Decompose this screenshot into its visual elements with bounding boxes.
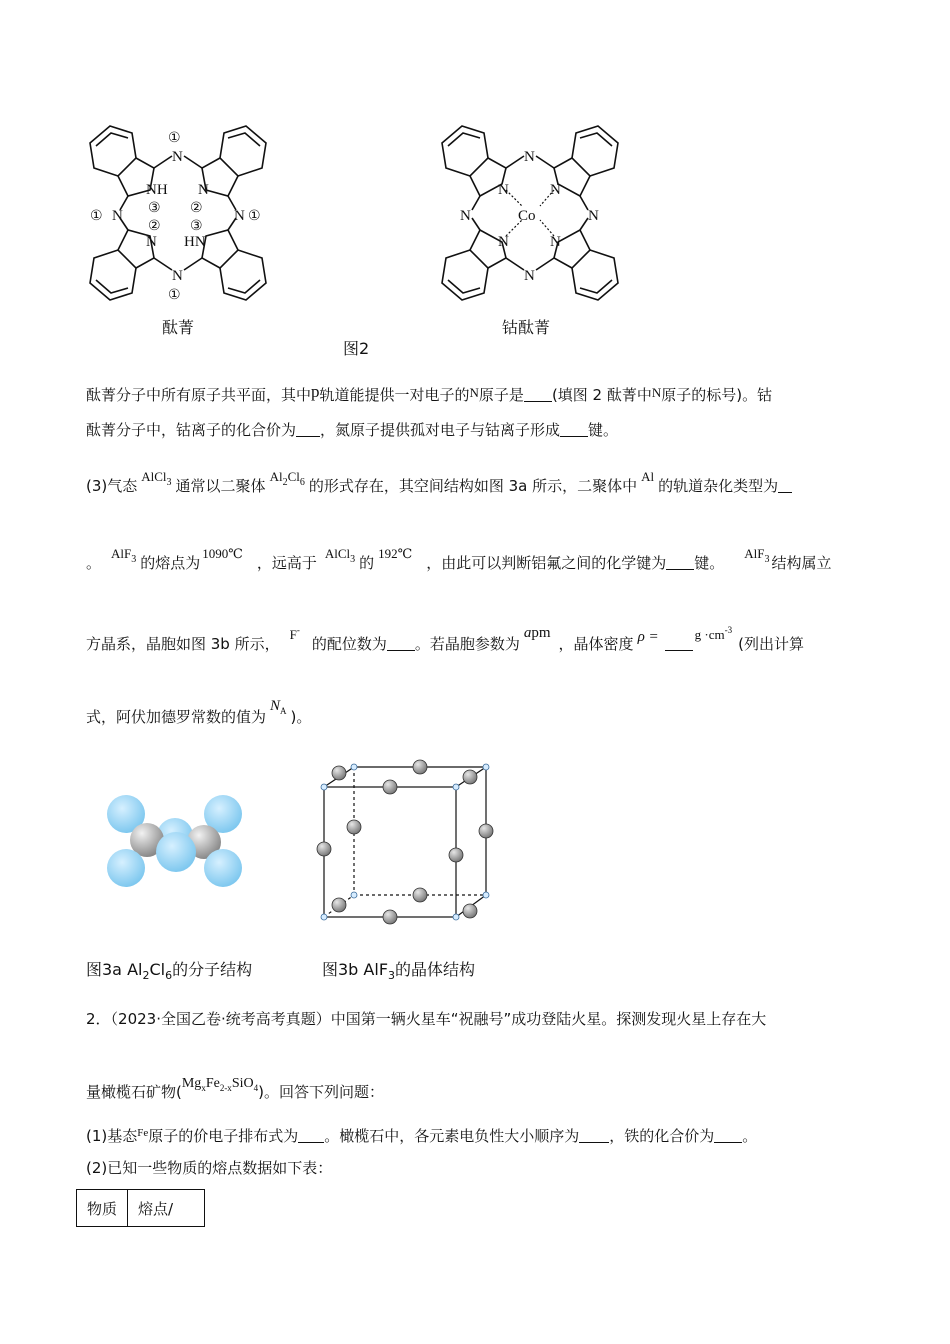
phthalocyanine-label: 酞菁 bbox=[162, 318, 195, 337]
atom-n-inner-tr: N bbox=[198, 182, 209, 198]
co-atom-n-top: N bbox=[524, 149, 535, 165]
answer-blank[interactable] bbox=[560, 420, 588, 437]
answer-blank[interactable] bbox=[778, 476, 792, 493]
answer-blank[interactable] bbox=[665, 634, 693, 651]
co-atom-n-inner-tr: N bbox=[550, 182, 561, 198]
q2-sub2: (2)已知一些物质的熔点数据如下表： bbox=[86, 1159, 333, 1177]
answer-blank[interactable] bbox=[666, 553, 694, 570]
atom-n-inner-bl: N bbox=[146, 234, 157, 250]
atom-n-top: N bbox=[172, 149, 183, 165]
answer-blank[interactable] bbox=[579, 1126, 609, 1143]
cobalt-phthalocyanine-structure bbox=[432, 118, 632, 308]
atom-nh: NH bbox=[146, 182, 168, 198]
co-atom-n-inner-tl: N bbox=[498, 182, 509, 198]
figure2-caption: 图2 bbox=[343, 339, 370, 358]
answer-blank[interactable] bbox=[296, 420, 320, 437]
q3-line3: 方晶系，晶胞如图 3b 所示，F-的配位数为 。若晶胞参数为apm，晶体密度 $\rho = g \cdot cm^{-3}$(列出计算 bbox=[86, 625, 804, 653]
co-atom-n-left: N bbox=[460, 208, 471, 224]
phthalocyanine-structure bbox=[80, 118, 280, 308]
co-atom-n-inner-br: N bbox=[550, 234, 561, 250]
figure3a-caption: 图3a $Al_2Cl_6$的分子结构 bbox=[86, 960, 253, 982]
alf3-unit-cell bbox=[312, 755, 502, 930]
answer-blank[interactable] bbox=[714, 1126, 742, 1143]
q2-sub1: (1)基态$^{Fe}$原子的价电子排布式为 。橄榄石中，各元素电负性大小顺序为 ，铁的化合价为 。 bbox=[86, 1127, 758, 1145]
atom-n-right: N bbox=[234, 208, 245, 224]
al2cl6-molecule-model bbox=[100, 790, 250, 895]
q2-line1: 2．（2023·全国乙卷·统考高考真题）中国第一辆火星车“祝融号”成功登陆火星。探测发现火星上存在大 bbox=[86, 1010, 767, 1028]
marker-one-left: ① bbox=[90, 208, 103, 224]
co-atom-n-inner-bl: N bbox=[498, 234, 509, 250]
q3-line2: 。AlF$_3$ 的熔点为1090℃，远高于AlCl$_3$ 的192℃，由此可以判断铝氟之间的化学键为 键。AlF$_3$ 结构属立 bbox=[86, 546, 832, 572]
atom-n-left: N bbox=[112, 208, 123, 224]
answer-blank[interactable] bbox=[387, 634, 415, 651]
atom-hn: HN bbox=[184, 234, 206, 250]
q3-line1: (3)气态AlCl$_3$ 通常以二聚体$Al_2Cl_6$ 的形式存在，其空间结构如图 3a 所示，二聚体中Al的轨道杂化类型为 bbox=[86, 467, 792, 496]
table-header-melting-point: 熔点/ bbox=[128, 1190, 205, 1227]
atom-n-bottom: N bbox=[172, 268, 183, 284]
co-atom-n-bottom: N bbox=[524, 268, 535, 284]
q2-line2: 量橄榄石矿物$(Mg_xFe_{2-x}SiO_4)$。回答下列问题： bbox=[86, 1076, 384, 1101]
marker-three-bottom: ③ bbox=[190, 218, 203, 234]
cobalt-phthalocyanine-label: 钴酞菁 bbox=[502, 318, 551, 337]
marker-two-top: ② bbox=[190, 200, 203, 216]
marker-one-right: ① bbox=[248, 208, 261, 224]
answer-blank[interactable] bbox=[298, 1126, 324, 1143]
q3-line4: 式，阿伏加德罗常数的值为$N_A$ )。 bbox=[86, 698, 312, 726]
co-atom-cobalt: Co bbox=[518, 208, 536, 224]
table-header-substance: 物质 bbox=[77, 1190, 128, 1227]
marker-one-bottom: ① bbox=[168, 287, 181, 303]
para1-line1: 酞菁分子中所有原子共平面，其中p轨道能提供一对电子的N原子是 (填图 2 酞菁中N原子的标号)。钴 bbox=[86, 382, 773, 404]
marker-two-bottom: ② bbox=[148, 218, 161, 234]
melting-point-table bbox=[76, 1189, 205, 1227]
table-row bbox=[77, 1190, 205, 1227]
marker-three-top: ③ bbox=[148, 200, 161, 216]
para1-line2: 酞菁分子中，钴离子的化合价为 ，氮原子提供孤对电子与钴离子形成 键。 bbox=[86, 421, 619, 439]
marker-one-top: ① bbox=[168, 130, 181, 146]
figure3b-caption: 图3b AlF$_3$的晶体结构 bbox=[322, 960, 476, 982]
co-atom-n-right: N bbox=[588, 208, 599, 224]
answer-blank[interactable] bbox=[524, 385, 552, 402]
